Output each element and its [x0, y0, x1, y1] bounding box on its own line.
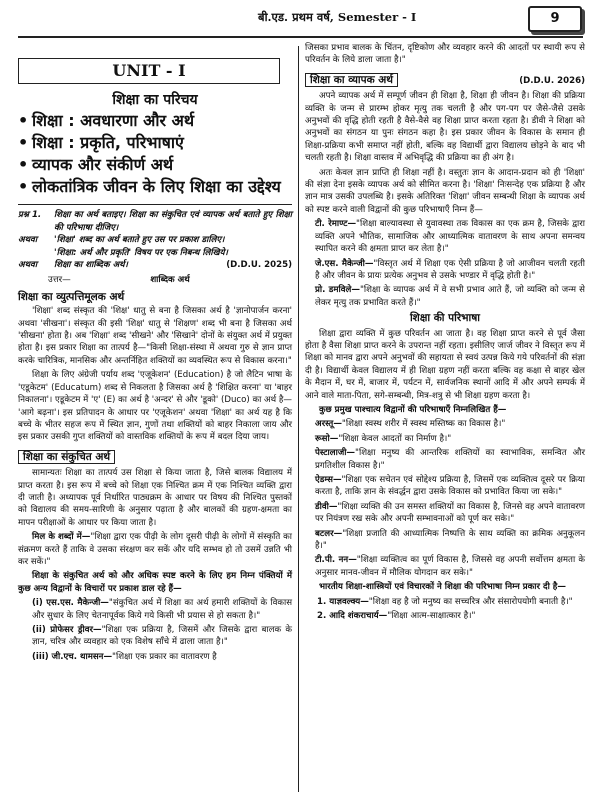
topic-item: • व्यापक और संकीर्ण अर्थ — [18, 155, 174, 175]
section-heading: भारतीय शिक्षा-शास्त्रियों एवं विचारकों ने शिक्षा की परिभाषा निम्न प्रकार दी है— — [319, 582, 566, 593]
header-title: बी.एड. प्रथम वर्ष, Semester - I — [258, 10, 417, 24]
section-heading: शिक्षा का संकुचित अर्थ — [18, 450, 115, 464]
definition-item: बटलर—"शिक्षा प्रजाति की आध्यात्मिक निष्पत्ति के साथ व्यक्ति का क्रमिक अनुकूलन है।" — [315, 528, 585, 552]
definition-item: प्रो. डमविले—"शिक्षा के व्यापक अर्थ में वे सभी प्रभाव आते हैं, जो व्यक्ति को जन्म से लेकर मृत्यु तक प्रभावित करते हैं।" — [315, 285, 585, 308]
section-heading: शिक्षा की परिभाषा — [409, 312, 481, 325]
question-block — [18, 209, 292, 271]
right-column — [305, 42, 585, 624]
unit-banner: UNIT - I — [18, 58, 280, 84]
or-label: अथवा — [18, 235, 38, 246]
paragraph: कुछ प्रमुख पाश्चात्य विद्वानों की परिभाषाएँ निम्नलिखित हैं— — [319, 404, 507, 415]
paragraph: शिक्षा के संकुचित अर्थ को और अधिक स्पष्ट करने के लिए हम निम्न पंक्तियों में कुछ अन्य विद्वानों के विचारों पर प्रकाश डाल रहे हैं— — [18, 571, 292, 594]
definition-item: अरस्तू—"शिक्षा स्वस्थ शरीर में स्वस्थ मस्तिष्क का विकास है।" — [315, 419, 506, 430]
section-heading: शिक्षा का व्युत्पत्तिमूलक अर्थ — [18, 290, 125, 303]
question-alt: 'शिक्षा' शब्द का अर्थ बताते हुए उस पर प्रकाश डालिए। — [54, 235, 225, 246]
divider — [18, 204, 292, 205]
definition-item: डीवी—"शिक्षा व्यक्ति की उन समस्त शक्तियों का विकास है, जिनसे वह अपने वातावरण पर नियंत्रण रख सके और अपनी सम्भावनाओं को पूर्ण कर सके।" — [315, 501, 585, 525]
list-item: (i) एस.एस. मैकेन्जी—"संकुचित अर्थ में शिक्षा का अर्थ हमारी शक्तियों के विकास और सुधार के लिए चेतनापूर्वक किये गये किसी भी प्रयास से हो सकता है।" — [32, 598, 292, 621]
definition-item: ऐडम्स—"शिक्षा एक सचेतन एवं सोद्देश्य प्रक्रिया है, जिसमें एक व्यक्तित्व दूसरे पर क्रिया करता है, ताकि ज्ञान के संवर्द्धन द्वारा उसके विकास को प्रभावित किया जा सके।" — [315, 475, 585, 498]
page-number: 9 — [528, 6, 582, 32]
question-alt: 'शिक्षा: अर्थ और प्रकृति' विषय पर एक निबन्ध लिखिये। — [54, 247, 228, 258]
list-item: 2. आदि शंकराचार्य—"शिक्षा आत्म-साक्षात्कार है।" — [317, 611, 476, 622]
list-item: (iii) जी.एच. थामसन—"शिक्षा एक प्रकार का वातावरण है — [32, 651, 217, 662]
definition-item: रूसो—"शिक्षा केवल आदतों का निर्माण है।" — [315, 433, 452, 444]
chapter-title: शिक्षा का परिचय — [112, 92, 198, 108]
paragraph: शिक्षा द्वारा व्यक्ति में कुछ परिवर्तन आ जाता है। वह शिक्षा प्राप्त करने से पूर्व जैसा होता है वैसा शिक्षा प्राप्त करने के उपरान्त नहीं रहता। इसीलिए जार्ज जीवर ने विस्तृत रूप में शिक्षा को मानव द्वारा अपने अनुभवों की सहायता से स्वयं उत्पन्न किये गये परिवर्तनों की संज्ञा दी है। विद्यार्थी केवल विद्यालय में ही शिक्षा ग्रहण नहीं करता बल्कि वह कक्षा से बाहर खेल के मैदान में, घर में, बाजार में, पर्यटन में, सार्वजनिक स्थानों आदि में और अपने सम्पर्क में आने वाले माता-पिता, सगे-सम्बन्धी, मित्र-शत्रु से भी शिक्षा ग्रहण करता है। — [305, 328, 585, 401]
paragraph: मिल के शब्दों में—"शिक्षा द्वारा एक पीढ़ी के लोग दूसरी पीढ़ी के लोगों में संस्कृति का संक्रमण करते हैं ताकि वे उसका संरक्षण कर सकें और यदि सम्भव हो तो उसमें उन्नति भी कर सकें।" — [18, 532, 292, 567]
paragraph: अपने व्यापक अर्थ में सम्पूर्ण जीवन ही शिक्षा है, शिक्षा ही जीवन है। शिक्षा की प्रक्रिया व्यक्ति के जन्म से प्रारम्भ होकर मृत्यु तक चलती है और पग-पग पर जैसे-जैसे उसके अनुभवों की वृद्धि होती रहती है वैसे-वैसे वह शिक्षा प्राप्त करता रहता है। डीवी ने शिक्षा को अनुभवों का संगठन या पुनः संगठन कहा है। इस प्रकार जीवन के विकास के समान ही शिक्षा-प्रक्रिया कभी समाप्त नहीं होती, बल्कि वह विद्यार्थी द्वारा विद्यालय छोड़ने के बाद भी चलती रहती है। शिक्षा वास्तव में अभिवृद्धि की प्रक्रिया का ही अंग है। — [305, 91, 585, 164]
list-item: (ii) प्रोफेसर ड्रीवर—"शिक्षा एक प्रक्रिया है, जिसमें और जिसके द्वारा बालक के ज्ञान, चरित्र और व्यवहार को एक विशेष साँचे में ढाला जाता है।" — [32, 625, 292, 648]
answer-title: शाब्दिक अर्थ — [150, 275, 190, 286]
definition-item: टी.पी. नन—"शिक्षा व्यक्तित्व का पूर्ण विकास है, जिससे वह अपनी सर्वोत्तम क्षमता के अनुसार मानव-जीवन में मौलिक योगदान कर सके।" — [315, 555, 585, 578]
answer-label: उत्तर— — [48, 275, 71, 286]
section-heading: शिक्षा का व्यापक अर्थ — [305, 73, 398, 87]
definition-item: टी. रेमाण्ट—"शिक्षा बाल्यावस्था से युवावस्था तक विकास का एक क्रम है, जिसके द्वारा व्यक्ति अपने भौतिक, सामाजिक और आध्यात्मिक वातावरण के साथ अपना समन्वय स्थापित करने की क्षमता प्राप्त कर लेता है।" — [315, 219, 585, 255]
or-label: अथवा — [18, 260, 38, 271]
question-label: प्रश्न 1. — [18, 210, 42, 221]
topic-item: • शिक्षा : प्रकृति, परिभाषाएं — [18, 133, 184, 153]
paragraph: जिसका प्रभाव बालक के चिंतन, दृष्टिकोण और व्यवहार करने की आदतों पर स्थायी रूप से परिवर्तन के लिये डाला जाता है।" — [305, 43, 585, 66]
question-source: (D.D.U. 2025) — [226, 260, 292, 271]
paragraph: सामान्यतः शिक्षा का तात्पर्य उस शिक्षा से किया जाता है, जिसे बालक विद्यालय में प्राप्त करता है। इस रूप में बच्चे को शिक्षा एक निश्चित क्रम में एक निश्चित व्यक्ति द्वारा दी जाती है। अध्यापक पूर्व निर्धारित पाठ्यक्रम के आधार पर विषय की निश्चित पुस्तकों को विद्यालय की समय-सारिणी के अनुसार पढ़ाता है और बालकों की ग्रहण-क्षमता का मापन परीक्षाओं के आधार पर किया जाता है। — [18, 468, 292, 528]
topic-list — [18, 110, 292, 198]
list-item: 1. याज्ञवल्क्य—"शिक्षा वह है जो मनुष्य का सच्चरित्र और संसारोपयोगी बनाती है।" — [317, 596, 573, 607]
question-text: शिक्षा का अर्थ बताइए। शिक्षा का संकुचित एवं व्यापक अर्थ बताते हुए शिक्षा की परिभाषा दीजिए। — [54, 210, 292, 233]
topic-item: • शिक्षा : अवधारणा और अर्थ — [18, 111, 195, 131]
header-rule — [18, 36, 583, 38]
definition-item: जे.एस. मैकेन्जी—"विस्तृत अर्थ में शिक्षा एक ऐसी प्रक्रिया है जो आजीवन चलती रहती है और जीवन के प्रायः प्रत्येक अनुभव से उसके भण्डार में वृद्धि होती है।" — [315, 258, 585, 281]
paragraph: अतः केवल ज्ञान प्राप्ति ही शिक्षा नहीं है। वस्तुतः ज्ञान के आदान-प्रदान को ही 'शिक्षा' की संज्ञा देना इसके व्यापक अर्थ को सीमित करना है। 'शिक्षा' निःसन्देह एक प्रक्रिया है और ज्ञान मात्र उसकी उपलब्धि है। इसके अतिरिक्त 'शिक्षा' जीवन सम्बन्धी शिक्षा के व्यापक अर्थ को स्पष्ट करने वाली विद्वानों की कुछ परिभाषाएँ निम्न हैं— — [305, 167, 585, 215]
question-alt: शिक्षा का शाब्दिक अर्थ। — [54, 260, 128, 271]
section-source: (D.D.U. 2026) — [519, 75, 585, 86]
definition-item: पेस्टालाजी—"शिक्षा मनुष्य की आन्तरिक शक्तियों का स्वाभाविक, समन्वित और प्रगतिशील विकास है।" — [315, 448, 585, 471]
column-divider — [298, 46, 299, 792]
paragraph: 'शिक्षा' शब्द संस्कृत की 'शिक्ष' धातु से बना है जिसका अर्थ है 'ज्ञानोपार्जन करना' अथवा 'सीखना'। संस्कृत की इसी 'शिक्ष' धातु से 'शिक्षण' शब्द भी बना है जिसका अर्थ 'सीखना' होता है। अब 'शिक्षा' शब्द 'सीखने' और 'सिखाने' दोनों के संयुक्त अर्थ में प्रयुक्त होता है। इस प्रकार शिक्षा का तात्पर्य है—"किसी शिक्षा-संस्था में अथवा गुरु से ज्ञान प्राप्त करके चारित्रिक, मानसिक और अन्तर्निहित शक्तियों का व्यवस्थित रूप से विकास करना।" — [18, 306, 292, 366]
paragraph: शिक्षा के लिए अंग्रेजी पर्याय शब्द 'एजूकेशन' (Education) है जो लैटिन भाषा के 'एडूकेटम' (Educatum) शब्द से निकलता है जिसका अर्थ है 'शिक्षित करना' या 'बाहर निकालना'। एडूकेटम में 'ए' (E) का अर्थ है 'अन्दर' से और 'डूको' (Duco) का अर्थ है— 'आगे बढ़ना'। इस प्रतिपादन के आधार पर 'एजूकेशन' अथवा 'शिक्षा' का अर्थ यह है कि बच्चे के भीतर सहज रूप में स्थित ज्ञान, गुणों तथा शक्तियों को बाहर निकाला जाय और इस प्रकार उसकी गुप्त शक्तियों को वास्तविक शक्तियों के रूप में बदल दिया जाय। — [18, 370, 292, 443]
left-column — [18, 50, 292, 665]
topic-item: • लोकतांत्रिक जीवन के लिए शिक्षा का उद्देश्य — [18, 177, 281, 197]
